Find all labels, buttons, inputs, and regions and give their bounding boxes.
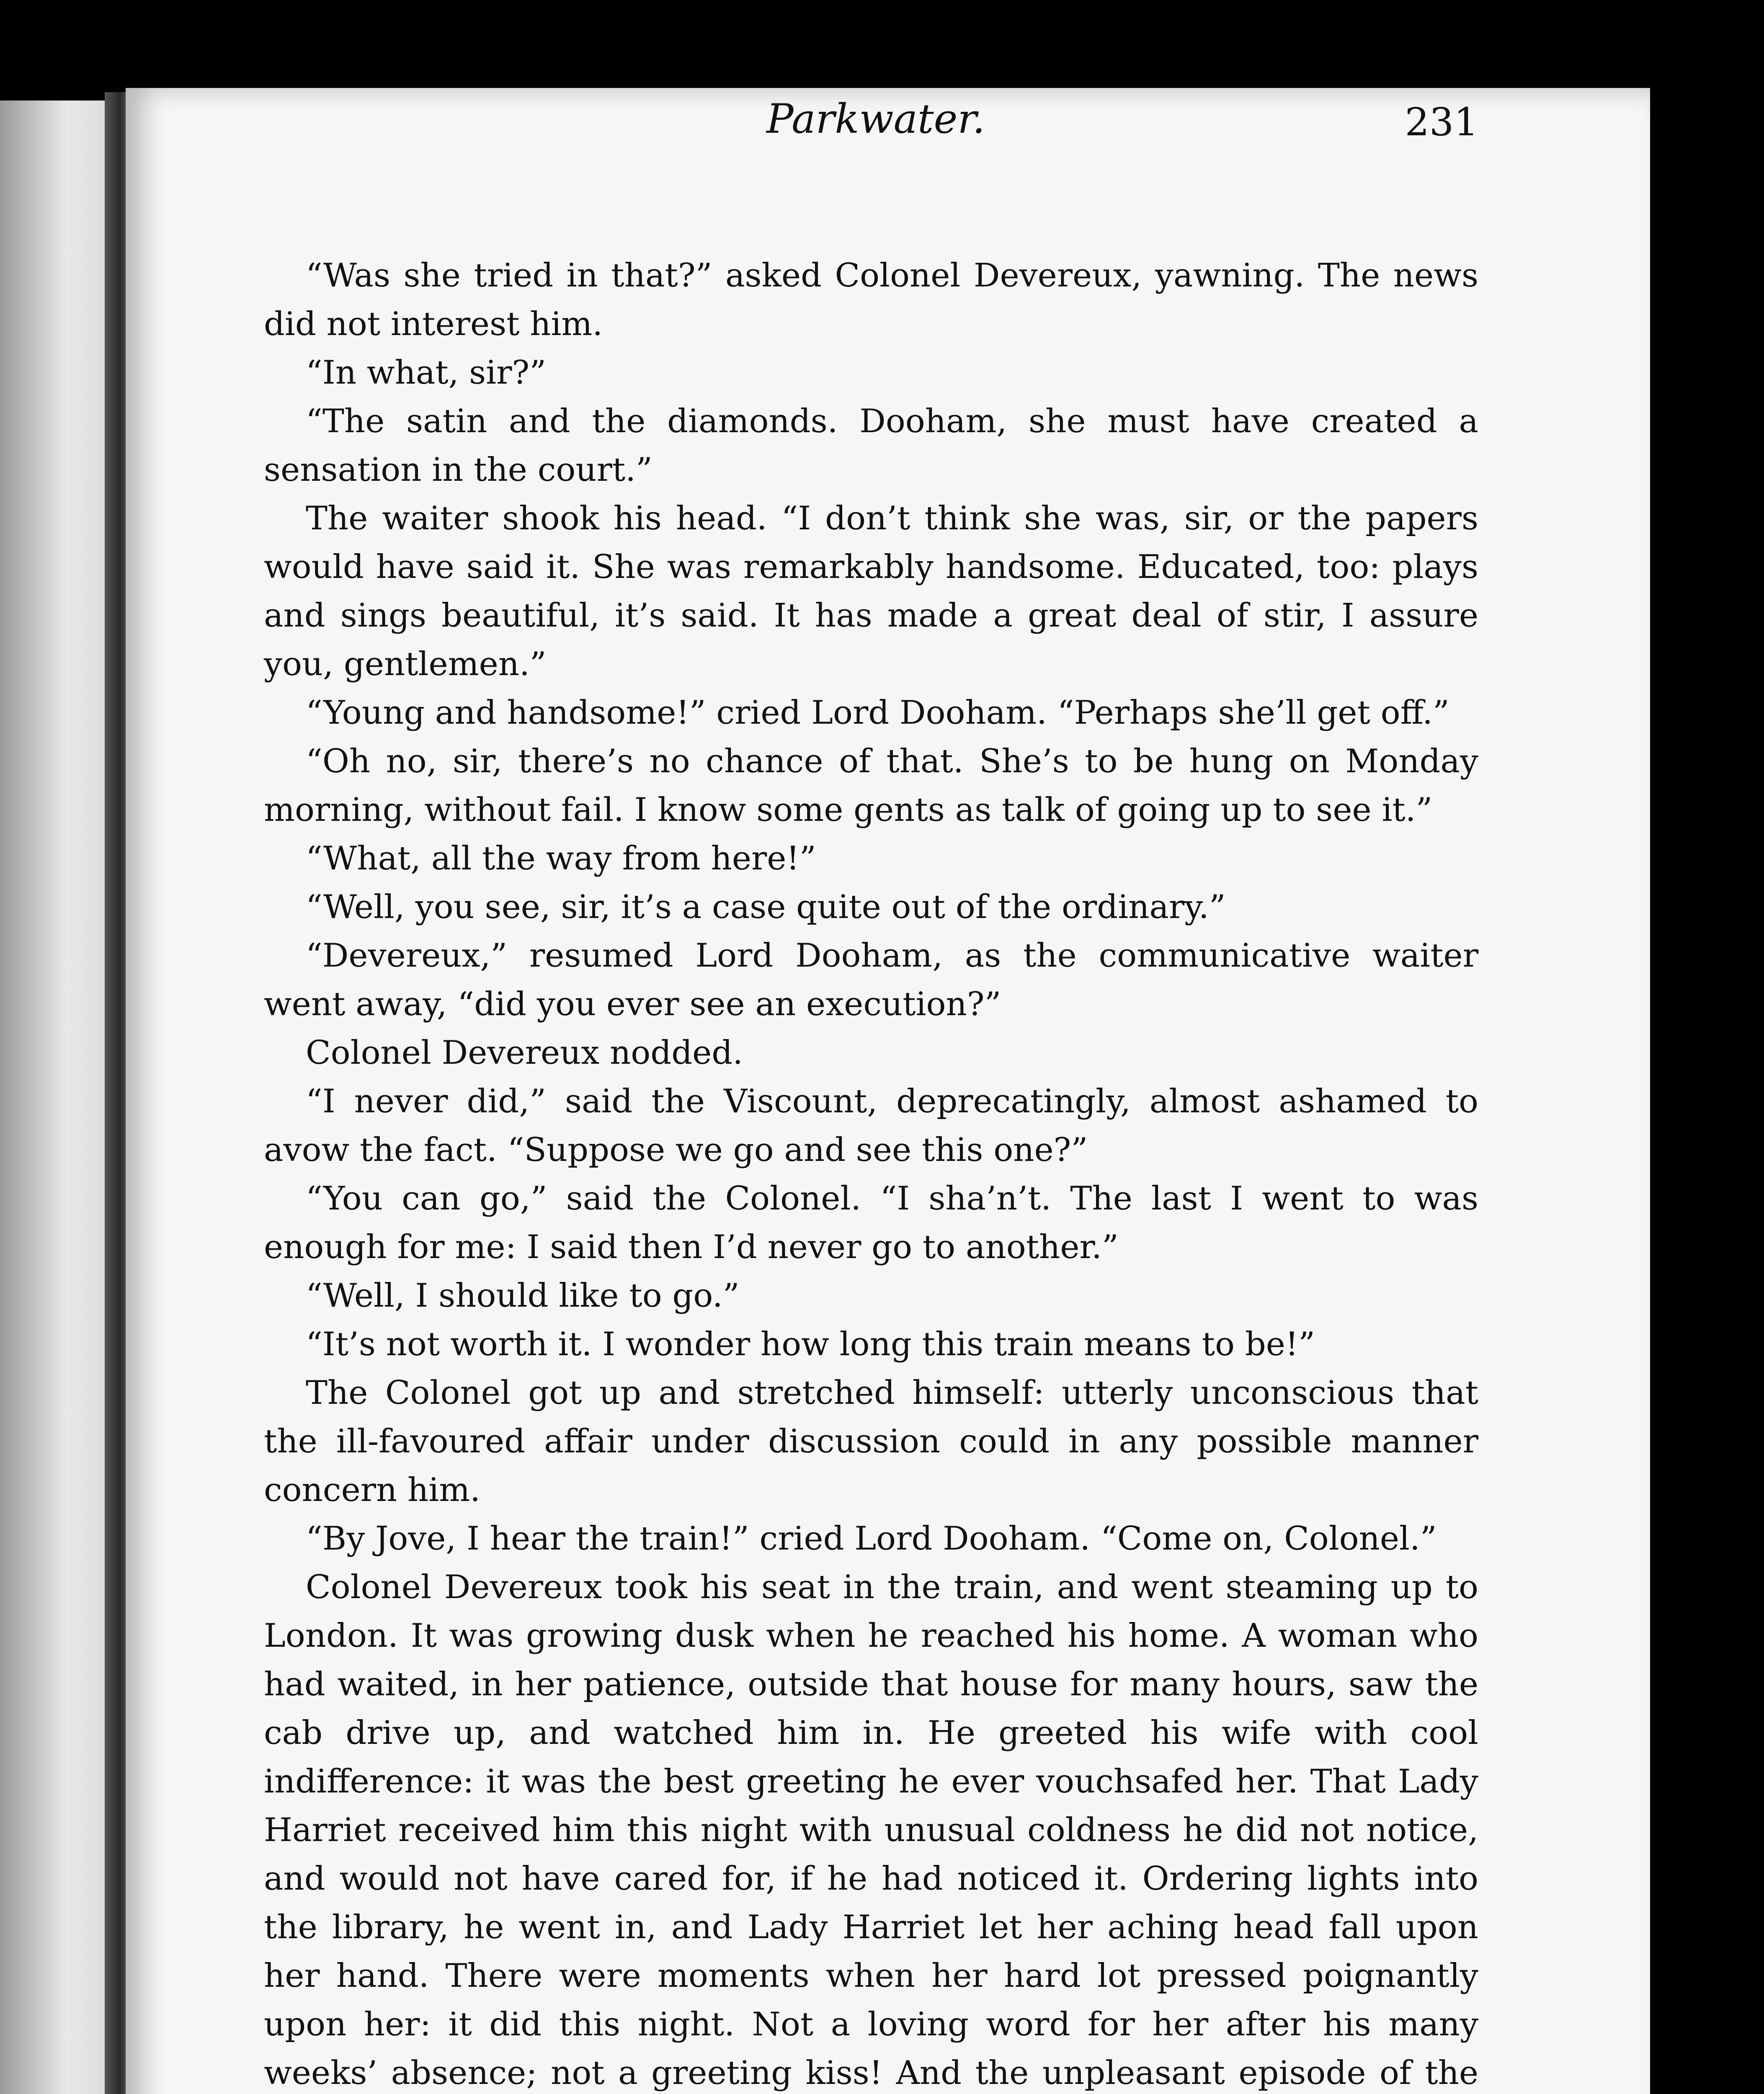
paragraph: “Well, you see, sir, it’s a case quite out of the ordinary.” [306,888,1226,926]
paragraph: “Oh no, sir, there’s no chance of that. She’s to be hung on Monday morning, without fail. I know some gents as talk of going up to see it.” [264,743,1478,829]
paragraph: “You can go,” said the Colonel. “I sha’n’t. The last I went to was enough for me: I said then I’d never go to another.” [264,1180,1478,1266]
paragraph: The Colonel got up and stretched himself: utterly unconscious that the ill-favoured affair under discussion could in any possible manner concern him. [264,1374,1478,1509]
page-header [264,95,1478,162]
paragraph: The waiter shook his head. “I don’t think she was, sir, or the papers would have said it. She was remarkably handsome. Educated, too: plays and sings beautiful, it’s said. It has made a great deal of stir, I assure you, gentlemen.” [264,500,1478,683]
paragraph: “In what, sir?” [306,354,547,392]
paragraph: “Young and handsome!” cried Lord Dooham. “Perhaps she’ll get off.” [306,694,1449,732]
paragraph: “Well, I should like to go.” [306,1277,740,1315]
paragraph: “Devereux,” resumed Lord Dooham, as the communicative waiter went away, “did you ever see an execution?” [264,937,1478,1023]
body-text [264,251,1478,2094]
page-number: 231 [1405,100,1478,144]
paragraph: Colonel Devereux took his seat in the train, and went steaming up to London. It was growing dusk when he reached his home. A woman who had waited, in her patience, outside that house for many hours, saw the cab drive up, and watched him in. He greeted his wife with cool indifference: it was the best greeting he ever vouchsafed her. That Lady Harriet received him this night with unusual coldness he did not notice, and would not have cared for, if he had noticed it. Ordering lights into the library, he went in, and Lady Harriet let her aching head fall upon her hand. There were moments when her hard lot pressed poignantly upon her: it did this night. Not a loving word for her after his many weeks’ absence; not a greeting kiss! And the unpleasant episode of the [264,1568,1478,2092]
paragraph: “It’s not worth it. I wonder how long this train means to be!” [306,1326,1315,1363]
facing-page-edge [0,101,121,2094]
paragraph: Colonel Devereux nodded. [306,1034,743,1072]
running-title: Parkwater. [766,95,985,142]
paragraph: “The satin and the diamonds. Dooham, she must have created a sensation in the court.” [264,402,1478,489]
paragraph: “What, all the way from here!” [306,840,816,877]
paragraph: “I never did,” said the Viscount, deprecatingly, almost ashamed to avow the fact. “Suppose we go and see this one?” [264,1083,1478,1169]
paragraph: “By Jove, I hear the train!” cried Lord Dooham. “Come on, Colonel.” [306,1520,1437,1558]
paragraph: “Was she tried in that?” asked Colonel Devereux, yawning. The news did not interest him. [264,257,1478,343]
